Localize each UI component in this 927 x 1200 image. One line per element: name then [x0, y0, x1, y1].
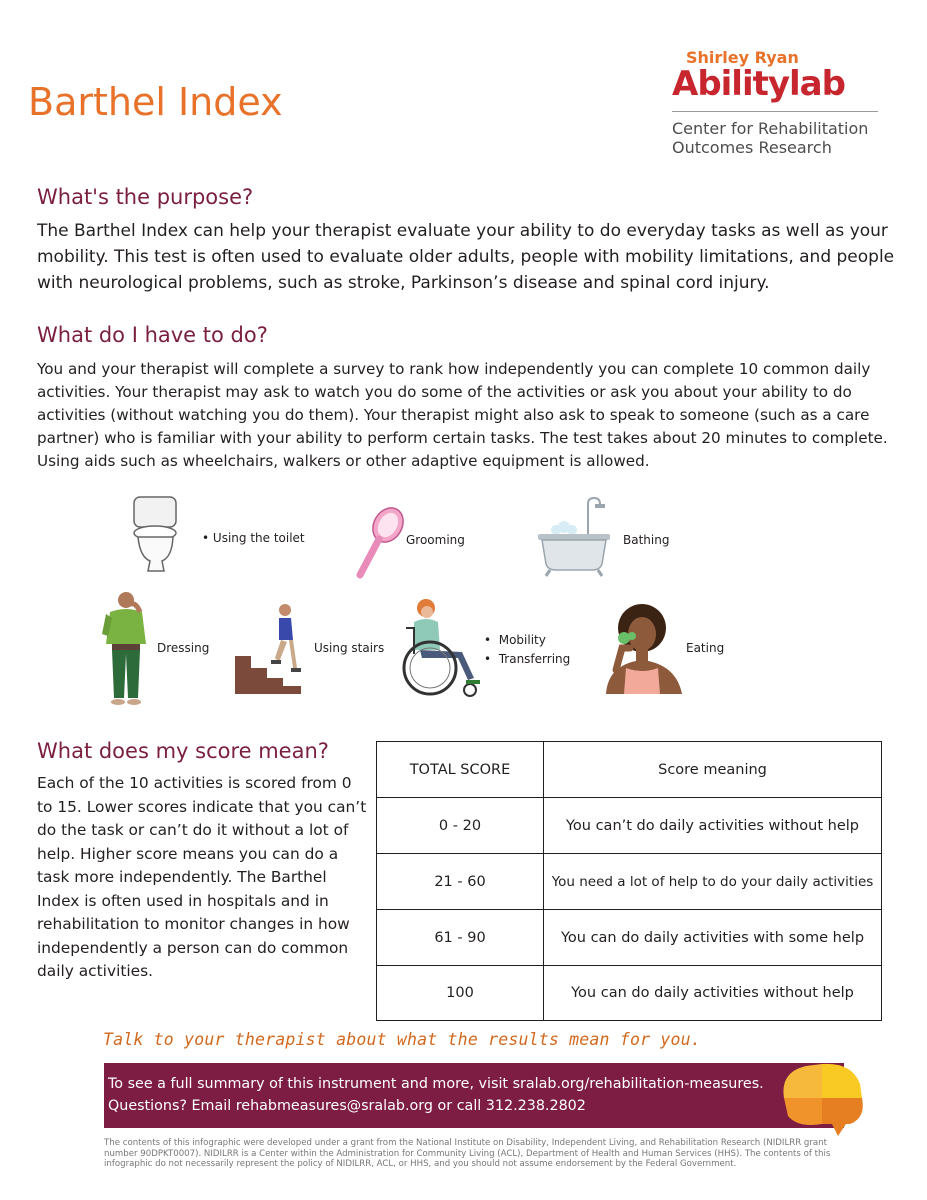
logo-subtitle	[672, 119, 868, 157]
activity-grooming-label: Grooming	[406, 533, 465, 547]
table-cell-meaning: You can do daily activities with some help	[544, 910, 882, 966]
bathtub-icon	[536, 496, 612, 578]
table-header-row	[377, 742, 882, 798]
table-row	[377, 910, 882, 966]
banner-line-summary: To see a full summary of this instrument and more, visit sralab.org/rehabilitation-measures.	[108, 1076, 764, 1092]
banner-line-contact: Questions? Email rehabmeasures@sralab.org or call 312.238.2802	[108, 1098, 586, 1114]
info-banner-text	[108, 1073, 764, 1117]
talk-to-therapist-text: Talk to your therapist about what the results mean for you.	[103, 1030, 701, 1049]
logo-top-text: Shirley Ryan	[686, 48, 799, 67]
page-title: Barthel Index	[28, 80, 283, 124]
logo-divider	[672, 111, 878, 112]
dressing-person-icon	[100, 590, 152, 706]
eating-person-icon	[602, 600, 686, 694]
activity-mobility-list	[484, 631, 570, 669]
wheelchair-user-icon	[400, 598, 496, 698]
table-cell-range: 0 - 20	[377, 798, 544, 854]
logo-main-text: Abilitylab	[672, 64, 845, 104]
toilet-icon	[130, 493, 182, 575]
table-cell-meaning: You can’t do daily activities without help	[544, 798, 882, 854]
activity-stairs-label: Using stairs	[314, 641, 385, 655]
activity-dressing-label: Dressing	[157, 641, 210, 655]
todo-body: You and your therapist will complete a survey to rank how independently you can complete 10 common daily activities. Your therapist may ask to watch you do some of the activities or ask you about your ability to do activities (without watching you do them). Your therapist might also ask to speak to someone (such as a care partner) who is familiar with your ability to perform certain tasks. The test takes about 20 minutes to complete. Using aids such as wheelchairs, walkers or other adaptive equipment is allowed.	[37, 360, 888, 470]
table-row	[377, 798, 882, 854]
activity-toilet-label: • Using the toilet	[202, 531, 305, 545]
score-heading: What does my score mean?	[37, 739, 329, 763]
table-cell-range: 61 - 90	[377, 910, 544, 966]
table-row	[377, 966, 882, 1021]
logo-subtitle-line1: Center for Rehabilitation	[672, 119, 869, 138]
purpose-body: The Barthel Index can help your therapist evaluate your ability to do everyday tasks as well as your mobility. This test is often used to evaluate older adults, people with mobility limitations, and people with neurological problems, such as stroke, Parkinson’s disease and spinal cord injury.	[37, 221, 895, 293]
brain-icon	[776, 1058, 868, 1140]
score-body: Each of the 10 activities is scored from 0 to 15. Lower scores indicate that you can’t do the task or can’t do it without a lot of help. Higher score means you can do a task more independently. The Barthel Index is often used in hospitals and in rehabilitation to monitor changes in how independently a person can do common daily activities.	[37, 774, 367, 980]
table-cell-range: 100	[377, 966, 544, 1021]
activity-mobility-label: • Mobility	[484, 633, 546, 647]
table-header-total-score: TOTAL SCORE	[377, 742, 544, 798]
table-header-score-meaning: Score meaning	[544, 742, 882, 798]
activity-transferring-label: • Transferring	[484, 652, 571, 666]
hairbrush-icon	[352, 505, 406, 579]
logo-subtitle-line2: Outcomes Research	[672, 138, 832, 157]
activity-eating-label: Eating	[686, 641, 725, 655]
todo-heading: What do I have to do?	[37, 323, 268, 347]
activity-bathing-label: Bathing	[623, 533, 670, 547]
table-row	[377, 854, 882, 910]
purpose-heading: What's the purpose?	[37, 185, 254, 209]
table-cell-meaning: You need a lot of help to do your daily activities	[544, 854, 882, 910]
stairs-icon	[235, 602, 307, 694]
table-cell-meaning: You can do daily activities without help	[544, 966, 882, 1021]
footer-disclaimer: The contents of this infographic were developed under a grant from the National Institute on Disability, Independent Living, and Rehabilitation Research (NIDILRR grant number 90DPKT0007). NIDILRR is a Center within the Administration for Community Living (ACL), Department of Health and Human Services (HHS). The contents of this infographic do not necessarily represent the policy of NIDILRR, ACL, or HHS, and you should not assume endorsement by the Federal Government.	[104, 1138, 831, 1170]
score-table	[376, 741, 882, 1021]
table-cell-range: 21 - 60	[377, 854, 544, 910]
